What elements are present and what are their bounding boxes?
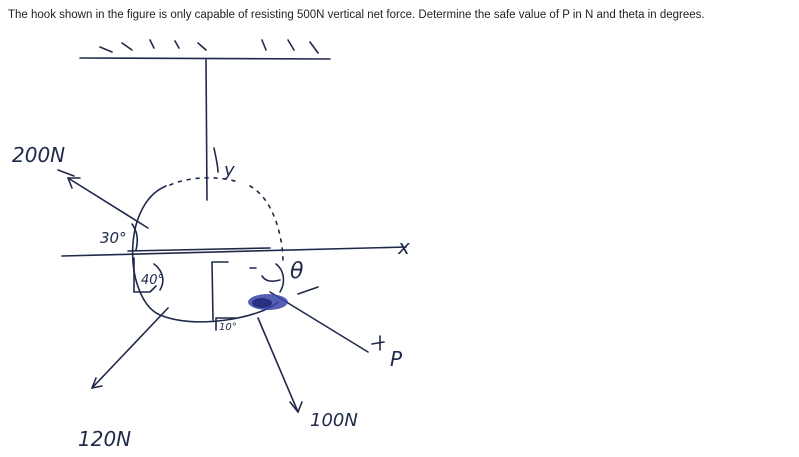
force-200-tick <box>58 170 74 176</box>
center-vertical-dashed <box>212 262 256 320</box>
label-p: P <box>390 347 403 371</box>
label-30-deg: 30° <box>100 229 127 247</box>
label-40-deg: 40° <box>141 273 165 288</box>
label-10-deg: 10° <box>219 322 237 333</box>
p-arrow-mark <box>372 336 384 350</box>
force-120-line <box>92 308 168 388</box>
theta-arc <box>262 264 283 292</box>
label-x-axis: x <box>398 235 410 259</box>
reference-tick <box>298 287 318 294</box>
ceiling-line <box>80 58 330 59</box>
label-120n: 120N <box>78 427 132 451</box>
force-200-line <box>68 178 148 228</box>
scribble-blob-dark <box>252 298 272 308</box>
hanger-line <box>206 60 207 200</box>
ceiling-hatch <box>100 40 318 53</box>
label-200n: 200N <box>12 143 66 167</box>
label-100n: 100N <box>310 410 358 431</box>
force-100-line <box>258 318 298 412</box>
label-theta: θ <box>290 259 304 284</box>
y-axis-mark <box>214 148 218 172</box>
label-y-axis: y <box>224 160 235 181</box>
question-text: The hook shown in the figure is only capable of resisting 500N vertical net force. Determine the safe value of P in N and theta in degrees. <box>8 9 705 21</box>
